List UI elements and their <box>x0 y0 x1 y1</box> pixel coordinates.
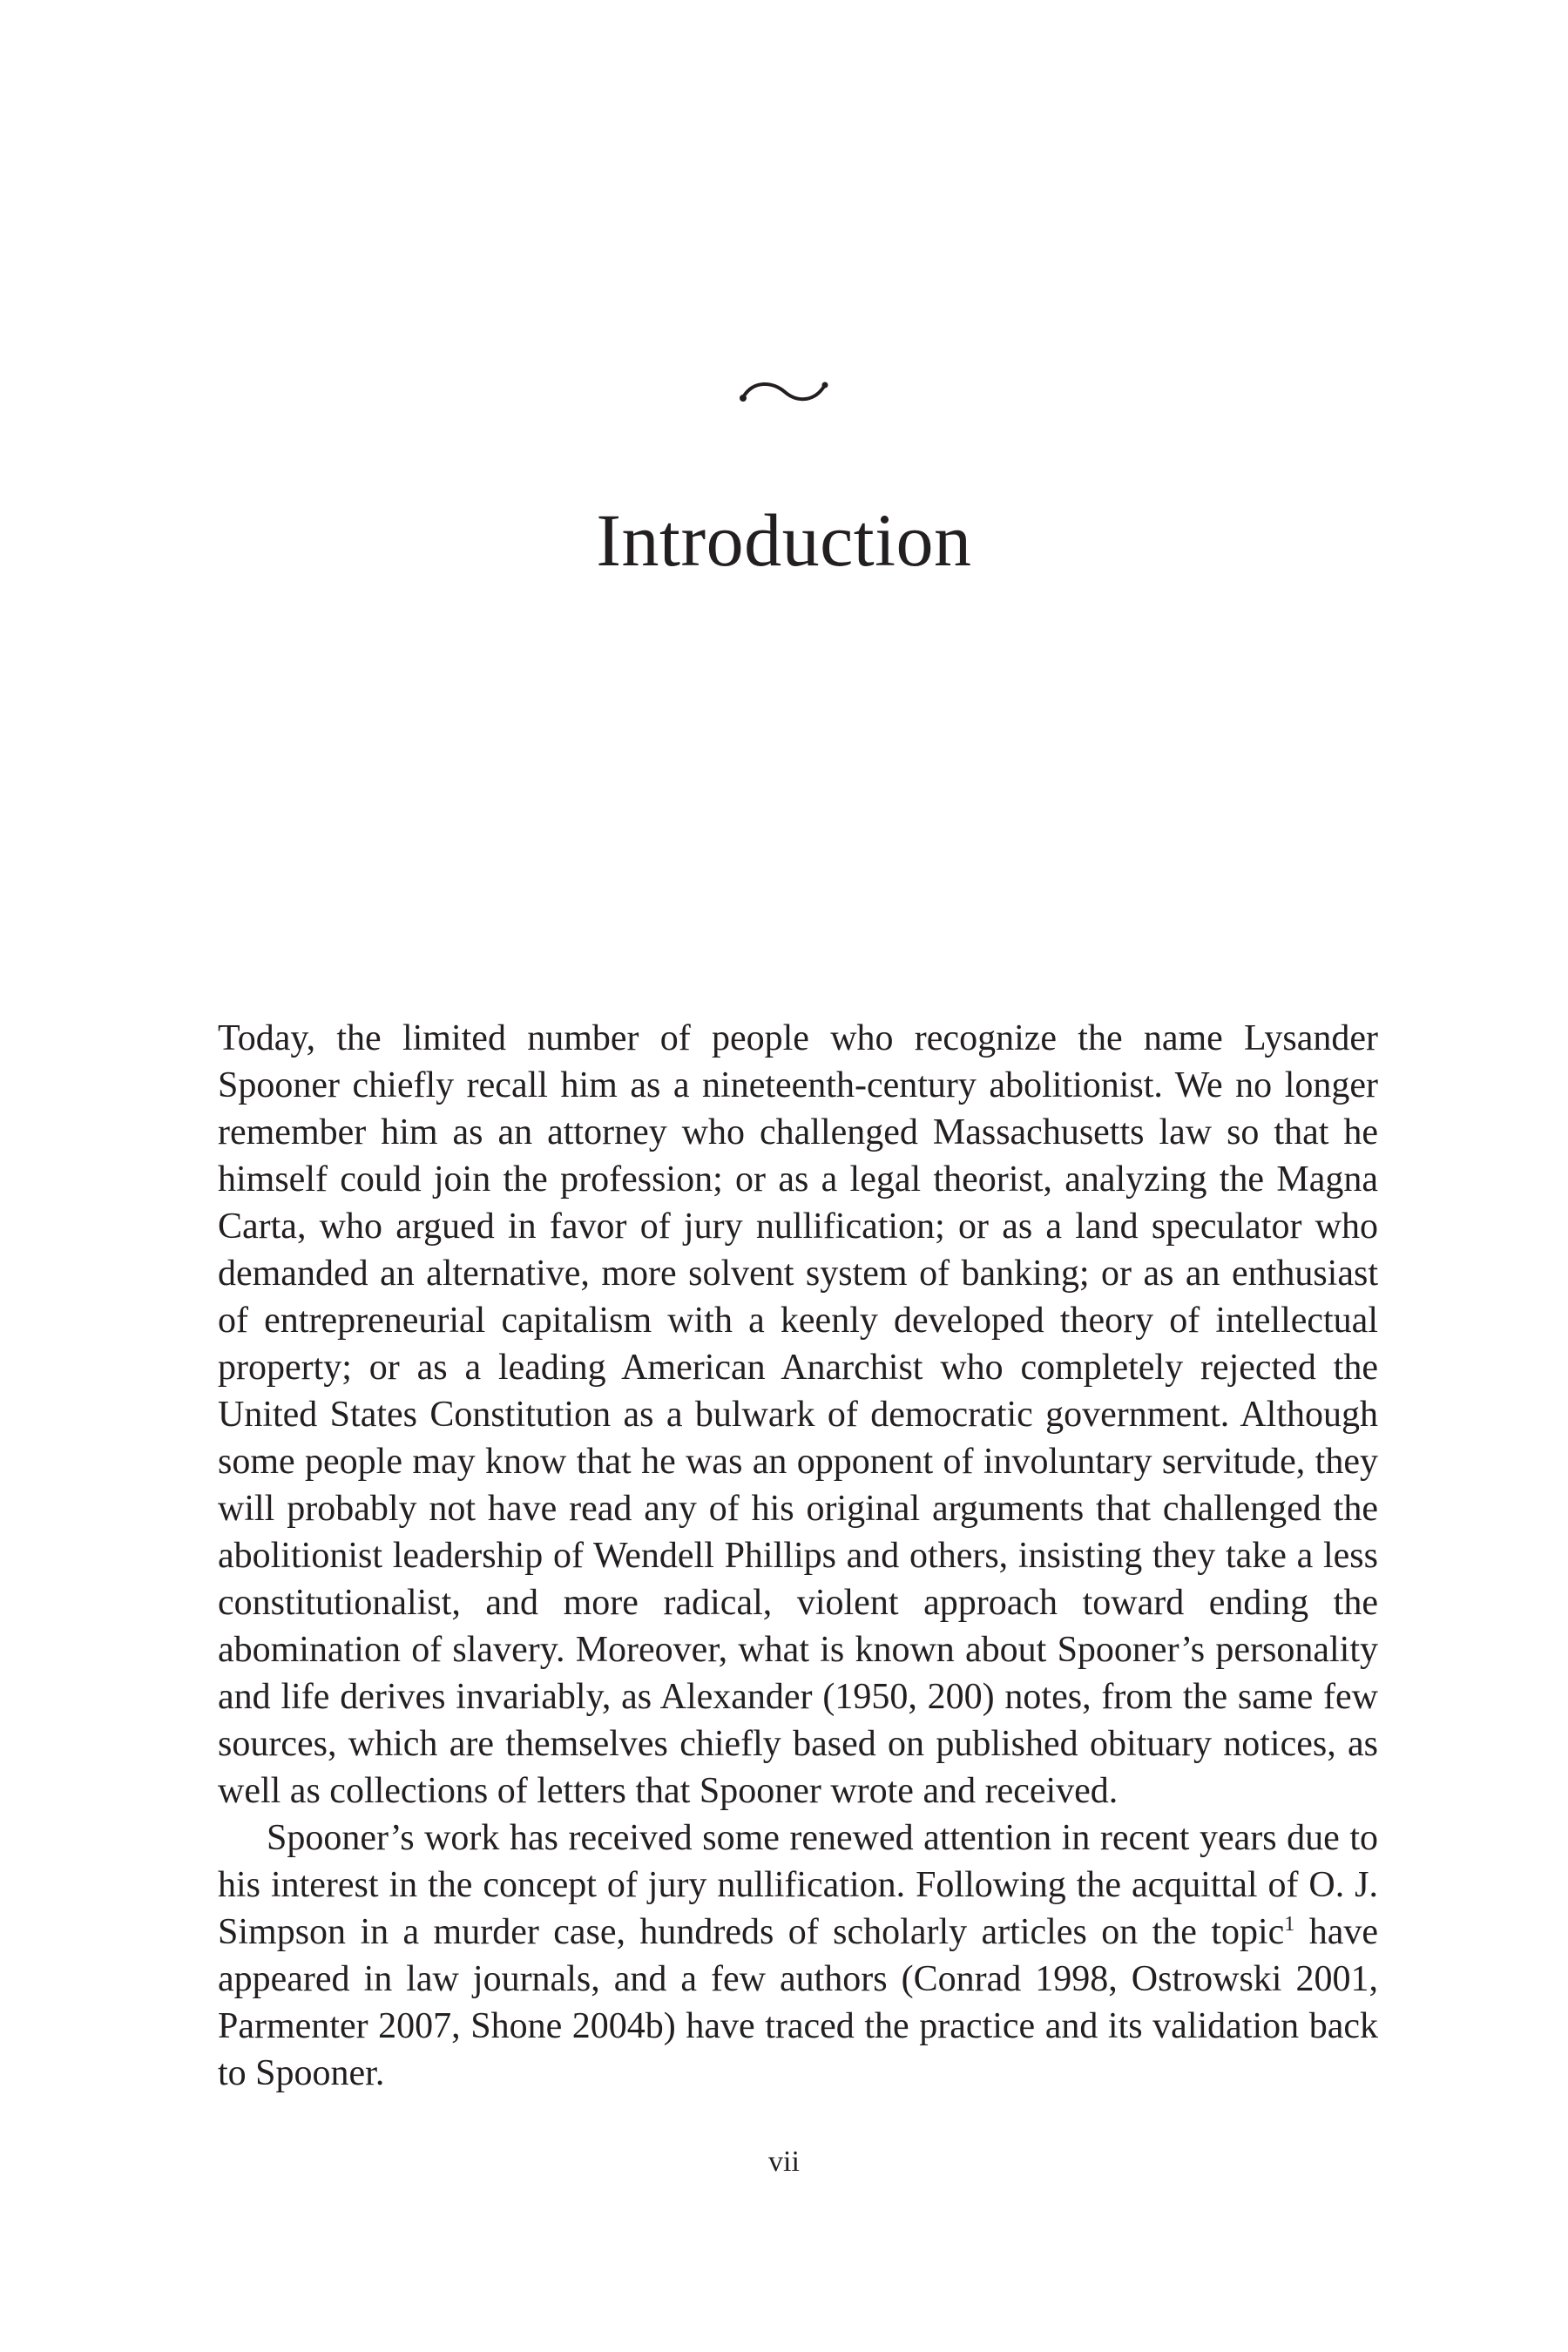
paragraph-1: Today, the limited number of people who recognize the name Lysander Spooner chiefly recall him as a nineteenth-century abolitionist. We no longer remember him as an attorney who challenged Massachusetts law so that he himself could join the profession; or as a legal theorist, analyzing the Magna Carta, who argued in favor of jury nullification; or as a land speculator who demanded an alternative, more solvent system of banking; or as an enthusiast of entrepreneurial capitalism with a keenly developed theory of intellectual property; or as a leading American Anarchist who completely rejected the United States Constitution as a bulwark of democratic government. Although some people may know that he was an opponent of involuntary servitude, they will probably not have read any of his original arguments that challenged the abolitionist leadership of Wendell Phillips and others, insisting they take a less constitutionalist, and more radical, violent approach toward ending the abomination of slavery. Moreover, what is known about Spooner’s personality and life derives invariably, as Alexander (1950, 200) notes, from the same few sources, which are themselves chiefly based on published obituary notices, as well as collections of letters that Spooner wrote and received. <box>218 1018 1378 1811</box>
page-number: vii <box>768 2146 800 2178</box>
body-text <box>218 1015 1378 2097</box>
paragraph-2 <box>218 1815 1378 2097</box>
paragraph-2-text-after-note: have appeared in law journals, and a few authors (Conrad 1998, Ostrowski 2001, Parmenter 2007, Shone 2004b) have traced the practice and its validation back to Spooner. <box>218 1912 1378 2093</box>
chapter-ornament <box>0 375 1568 409</box>
swung-dash-icon <box>736 375 832 409</box>
paragraph-2-text-before-note: Spooner’s work has received some renewed attention in recent years due to his interest in the concept of jury nullification. Following the acquittal of O. J. Simpson in a murder case, hundreds of scholarly articles on the topic <box>218 1818 1378 1952</box>
chapter-title: Introduction <box>596 498 972 582</box>
footnote-reference-1[interactable]: 1 <box>1284 1913 1295 1936</box>
